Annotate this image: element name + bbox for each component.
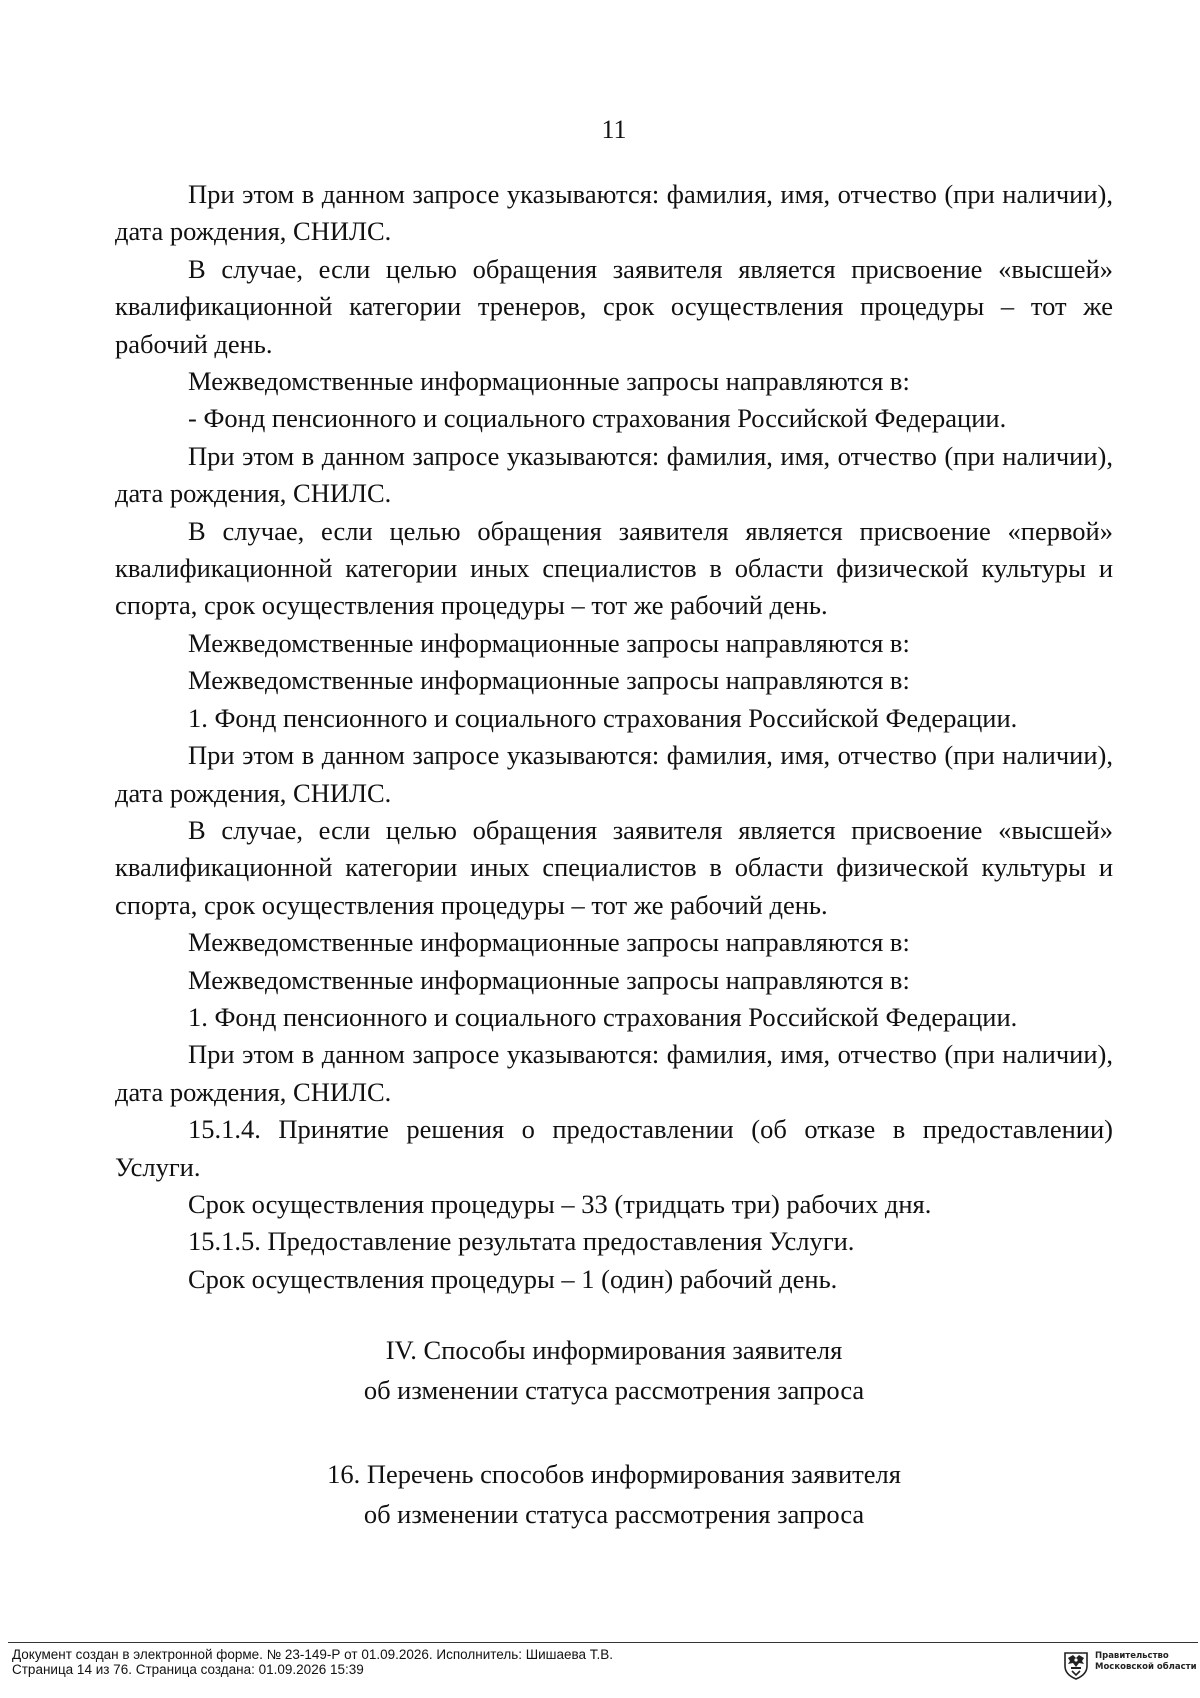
section-heading-line: об изменении статуса рассмотрения запроса bbox=[363, 1375, 865, 1405]
paragraph: Межведомственные информационные запросы направляются в: bbox=[188, 927, 910, 958]
footer-line: Страница 14 из 76. Страница создана: 01.09.2026 15:39 bbox=[12, 1662, 364, 1677]
paragraph: При этом в данном запросе указываются: фамилия, имя, отчество (при наличии), дата рождения, СНИЛС. bbox=[115, 1039, 1113, 1107]
footer-organization bbox=[1095, 1651, 1197, 1673]
paragraph: 15.1.4. Принятие решения о предоставлении (об отказе в предоставлении) Услуги. bbox=[115, 1114, 1113, 1182]
paragraph: При этом в данном запросе указываются: фамилия, имя, отчество (при наличии), дата рождения, СНИЛС. bbox=[115, 440, 1113, 509]
paragraph: 15.1.5. Предоставление результата предоставления Услуги. bbox=[188, 1226, 855, 1257]
footer-org-line: Правительство bbox=[1095, 1651, 1169, 1661]
footer-org-line: Московской области bbox=[1095, 1662, 1197, 1672]
coat-of-arms-icon bbox=[1062, 1650, 1090, 1680]
paragraph: Межведомственные информационные запросы направляются в: bbox=[188, 366, 910, 397]
paragraph: В случае, если целью обращения заявителя является присвоение «высшей» квалификационной категории иных специалистов в области физической культуры и спорта, срок осуществления процедуры – тот же рабочий день. bbox=[115, 814, 1113, 920]
paragraph: При этом в данном запросе указываются: фамилия, имя, отчество (при наличии), дата рождения, СНИЛС. bbox=[115, 179, 1113, 247]
paragraph: - Фонд пенсионного и социального страхования Российской Федерации. bbox=[188, 403, 1007, 434]
paragraph: Срок осуществления процедуры – 1 (один) рабочий день. bbox=[188, 1263, 838, 1294]
footer-document-info bbox=[12, 1647, 613, 1677]
page-number: 11 bbox=[601, 115, 627, 144]
paragraph: Межведомственные информационные запросы направляются в: bbox=[188, 964, 910, 995]
section-heading-line: IV. Способы информирования заявителя bbox=[385, 1335, 843, 1365]
subsection-heading-line: об изменении статуса рассмотрения запроса bbox=[363, 1499, 865, 1529]
document-body bbox=[115, 176, 1113, 1298]
footer-line: Документ создан в электронной форме. № 23-149-Р от 01.09.2026. Исполнитель: Шишаева Т.В. bbox=[12, 1647, 614, 1662]
paragraph: В случае, если целью обращения заявителя является присвоение «высшей» квалификационной категории тренеров, срок осуществления процедуры – тот же рабочий день. bbox=[115, 253, 1113, 359]
paragraph: При этом в данном запросе указываются: фамилия, имя, отчество (при наличии), дата рождения, СНИЛС. bbox=[115, 740, 1113, 808]
paragraph: Срок осуществления процедуры – 33 (тридцать три) рабочих дня. bbox=[188, 1188, 932, 1219]
paragraph: Межведомственные информационные запросы направляются в: bbox=[188, 627, 910, 658]
subsection-heading bbox=[115, 1454, 1113, 1534]
subsection-heading-line: 16. Перечень способов информирования заявителя bbox=[327, 1459, 901, 1489]
paragraph: 1. Фонд пенсионного и социального страхования Российской Федерации. bbox=[188, 1001, 1018, 1032]
paragraph: В случае, если целью обращения заявителя является присвоение «первой» квалификационной категории иных специалистов в области физической культуры и спорта, срок осуществления процедуры – тот же рабочий день. bbox=[115, 515, 1113, 621]
section-heading bbox=[115, 1330, 1113, 1410]
paragraph: 1. Фонд пенсионного и социального страхования Российской Федерации. bbox=[188, 702, 1018, 733]
footer-divider bbox=[8, 1642, 1198, 1643]
paragraph: Межведомственные информационные запросы направляются в: bbox=[188, 665, 910, 696]
